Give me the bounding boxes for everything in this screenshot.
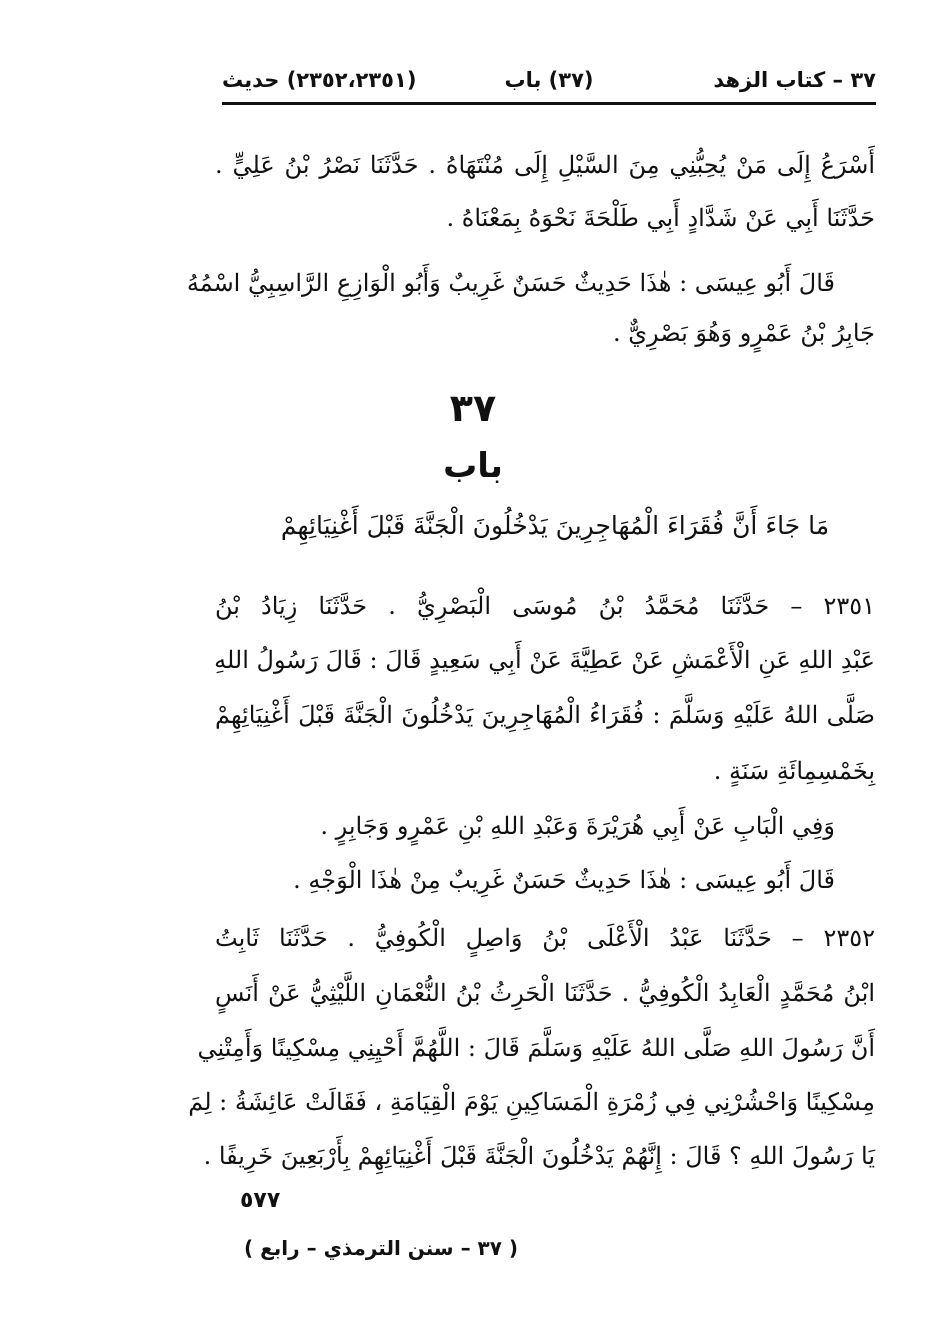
header-hadith-range: (٢٣٥٢،٢٣٥١) حديث: [222, 68, 417, 92]
hadith-2352-line: مِسْكِينًا وَاحْشُرْنِي فِي زُمْرَةِ الْمَسَاكِينِ يَوْمَ الْقِيَامَةِ ، فَقَالَتْ عَائِشَةُ : لِمَ: [188, 1088, 875, 1116]
chapter-title: مَا جَاءَ أَنَّ فُقَرَاءَ الْمُهَاجِرِينَ يَدْخُلُونَ الْجَنَّةَ قَبْلَ أَغْنِيَائِهِمْ: [280, 511, 830, 540]
text-line: قَالَ أَبُو عِيسَى : هٰذَا حَدِيثٌ حَسَنٌ غَرِيبٌ وَأَبُو الْوَازِعِ الرَّاسِبِيُّ اسْمُهُ: [186, 269, 835, 297]
chapter-number: ٣٧: [449, 386, 497, 430]
page-number: ٥٧٧: [240, 1188, 281, 1213]
text-line: جَابِرُ بْنُ عَمْرٍو وَهُوَ بَصْرِيٌّ .: [613, 319, 875, 347]
hadith-2351-line: عَبْدِ اللهِ عَنِ الْأَعْمَشِ عَنْ عَطِيَّةَ عَنْ أَبِي سَعِيدٍ قَالَ : قَالَ رَسُولُ اللهِ: [214, 646, 875, 674]
hadith-2351-line: بِخَمْسِمِائَةِ سَنَةٍ .: [713, 757, 875, 785]
hadith-2352-line: ابْنُ مُحَمَّدٍ الْعَابِدُ الْكُوفِيُّ . حَدَّثَنَا الْحَرِثُ بْنُ النُّعْمَانِ اللَّيْثِيُّ عَنْ أَنَسٍ: [215, 979, 875, 1007]
signature-footer: ( ٣٧ – سنن الترمذي – رابع ): [244, 1236, 519, 1260]
header-rule: [222, 102, 876, 105]
hadith-2351-line: صَلَّى اللهُ عَلَيْهِ وَسَلَّمَ : فُقَرَاءُ الْمُهَاجِرِينَ يَدْخُلُونَ الْجَنَّةَ قَبْلَ أَغْنِيَائِهِمْ: [215, 701, 875, 729]
chapter-word: باب: [443, 446, 503, 486]
running-header: [222, 62, 876, 102]
bab-note: وَفِي الْبَابِ عَنْ أَبِي هُرَيْرَةَ وَعَبْدِ اللهِ بْنِ عَمْرٍو وَجَابِرٍ .: [320, 812, 835, 840]
text-line: أَسْرَعُ إِلَى مَنْ يُحِبُّنِي مِنَ السَّيْلِ إِلَى مُنْتَهَاهُ . حَدَّثَنَا نَصْرُ بْنُ عَلِيٍّ .: [215, 151, 875, 179]
hadith-2351-line: ٢٣٥١ – حَدَّثَنَا مُحَمَّدُ بْنُ مُوسَى الْبَصْرِيُّ . حَدَّثَنَا زِيَادُ بْنُ: [215, 592, 875, 620]
hadith-2352-line: يَا رَسُولَ اللهِ ؟ قَالَ : إِنَّهُمْ يَدْخُلُونَ الْجَنَّةَ قَبْلَ أَغْنِيَائِهِمْ بِأَرْبَعِينَ خَرِيفًا .: [203, 1142, 875, 1170]
header-book-title: ٣٧ – كتاب الزهد: [713, 68, 876, 92]
hadith-2352-line: أَنَّ رَسُولَ اللهِ صَلَّى اللهُ عَلَيْهِ وَسَلَّمَ قَالَ : اللَّهُمَّ أَحْيِنِي مِسْكِينًا وَأَمِتْنِي: [197, 1034, 875, 1062]
header-chapter: (٣٧) باب: [504, 68, 594, 92]
abu-isa-note: قَالَ أَبُو عِيسَى : هٰذَا حَدِيثٌ حَسَنٌ غَرِيبٌ مِنْ هٰذَا الْوَجْهِ .: [293, 866, 835, 894]
text-line: حَدَّثَنَا أَبِي عَنْ شَدَّادٍ أَبِي طَلْحَةَ نَحْوَهُ بِمَعْنَاهُ .: [446, 204, 875, 232]
hadith-2352-line: ٢٣٥٢ – حَدَّثَنَا عَبْدُ الْأَعْلَى بْنُ وَاصِلٍ الْكُوفِيُّ . حَدَّثَنَا ثَابِتُ: [215, 924, 875, 952]
